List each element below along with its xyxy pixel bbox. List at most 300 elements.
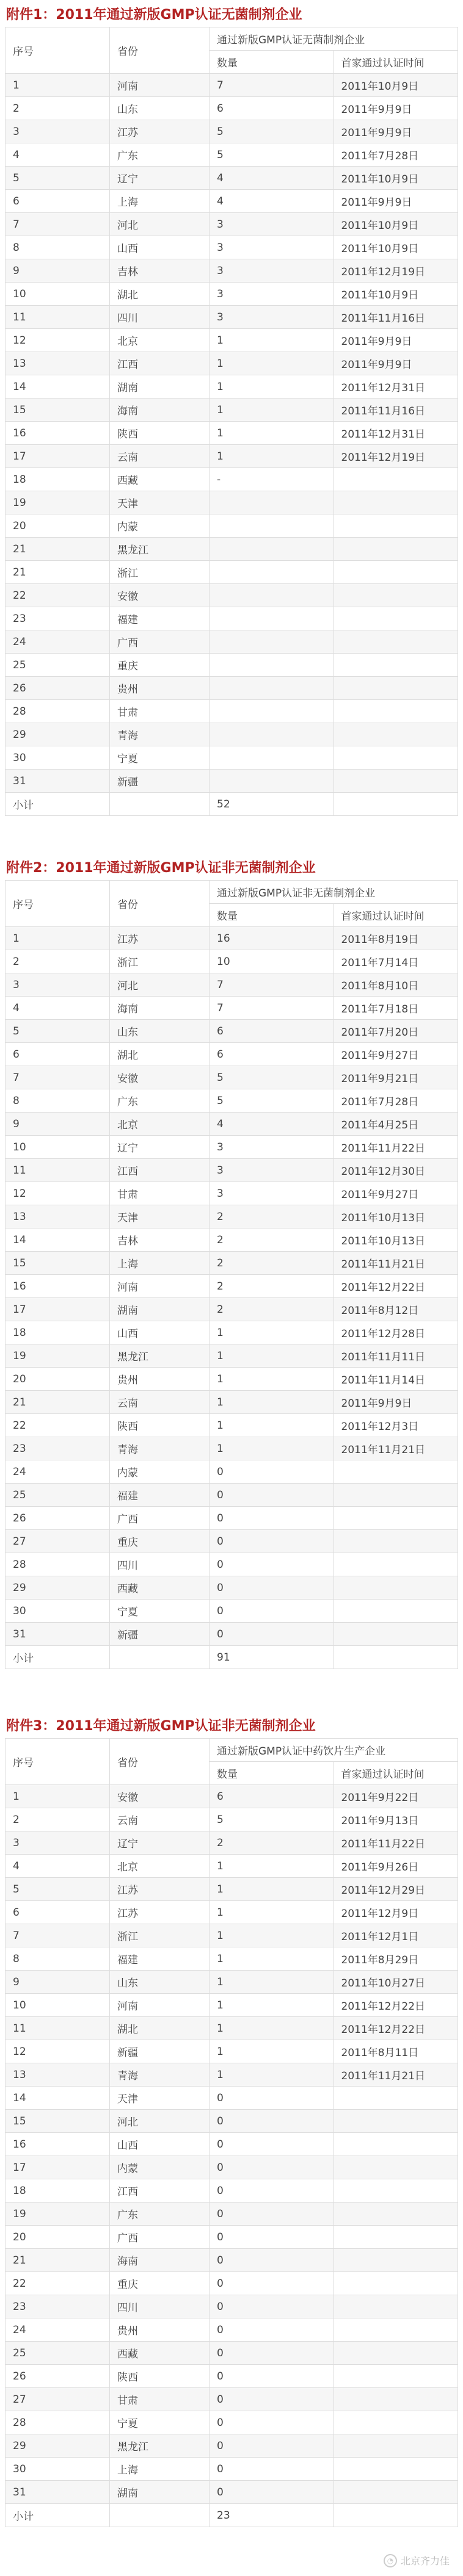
date-cell: 2011年10月9日 [334,213,458,236]
table-row [5,2133,458,2156]
province-cell: 新疆 [110,2040,210,2063]
count-cell: 0 [210,1623,334,1646]
attachment-3-table [5,1738,458,2527]
count-header: 数量 [210,904,334,927]
province-cell: 河北 [110,973,210,997]
province-cell: 贵州 [110,2318,210,2342]
date-cell: 2011年12月19日 [334,259,458,283]
count-cell: 1 [210,2017,334,2040]
date-cell: 2011年7月28日 [334,1089,458,1113]
province-cell: 湖南 [110,375,210,399]
date-cell: 2011年9月9日 [334,329,458,352]
seq-cell: 29 [5,2434,110,2458]
count-cell: 1 [210,1971,334,1994]
table-row [5,1252,458,1275]
table-row [5,1066,458,1089]
province-cell: 青海 [110,1437,210,1460]
table-row [5,584,458,607]
count-cell: 0 [210,2458,334,2481]
seq-cell: 22 [5,584,110,607]
count-cell: 1 [210,1947,334,1971]
seq-cell: 31 [5,1623,110,1646]
date-cell [334,1576,458,1600]
province-cell: 内蒙 [110,1460,210,1484]
count-cell: 4 [210,190,334,213]
count-cell: 1 [210,1924,334,1947]
table-row [5,190,458,213]
count-cell: 3 [210,1136,334,1159]
count-cell: 5 [210,1089,334,1113]
count-cell: 5 [210,1066,334,1089]
province-cell: 黑龙江 [110,1344,210,1368]
attachment-2-table [5,880,458,1669]
table-row [5,2458,458,2481]
count-cell: 0 [210,2342,334,2365]
seq-cell: 2 [5,97,110,120]
table-row [5,654,458,677]
table-row [5,2411,458,2434]
seq-cell: 25 [5,1484,110,1507]
seq-cell: 22 [5,1414,110,1437]
table-row [5,1994,458,2017]
count-cell: 0 [210,2411,334,2434]
seq-cell: 26 [5,2365,110,2388]
header-row [5,1739,458,1762]
table-row [5,997,458,1020]
date-cell [334,1507,458,1530]
date-cell: 2011年7月28日 [334,143,458,167]
count-cell: 0 [210,2203,334,2226]
count-cell: 0 [210,2249,334,2272]
table-row [5,2017,458,2040]
province-cell: 辽宁 [110,1831,210,1855]
date-cell: 2011年12月1日 [334,1924,458,1947]
count-cell: 2 [210,1298,334,1321]
date-cell: 2011年8月29日 [334,1947,458,1971]
province-cell: 山西 [110,2133,210,2156]
seq-cell: 7 [5,213,110,236]
date-cell: 2011年11月14日 [334,1368,458,1391]
province-cell: 天津 [110,1205,210,1228]
table-row [5,1391,458,1414]
table-row [5,143,458,167]
count-cell: 0 [210,2087,334,2110]
count-cell: 3 [210,283,334,306]
date-cell [334,2365,458,2388]
province-cell: 江西 [110,2179,210,2203]
seq-cell: 11 [5,1159,110,1182]
table-row [5,2318,458,2342]
count-cell [210,630,334,654]
seq-cell: 30 [5,2458,110,2481]
table-row [5,1298,458,1321]
province-cell: 湖北 [110,2017,210,2040]
subtotal-empty [334,1646,458,1669]
province-cell: 浙江 [110,561,210,584]
seq-cell: 18 [5,468,110,491]
table-row [5,2295,458,2318]
province-cell: 重庆 [110,1530,210,1553]
province-cell: 海南 [110,2249,210,2272]
count-cell: 0 [210,2318,334,2342]
count-cell: 3 [210,1182,334,1205]
date-cell: 2011年11月11日 [334,1344,458,1368]
count-cell: 2 [210,1275,334,1298]
seq-cell: 17 [5,445,110,468]
province-cell: 内蒙 [110,2156,210,2179]
province-cell: 河南 [110,1275,210,1298]
count-cell [210,607,334,630]
count-cell: 1 [210,1391,334,1414]
count-cell: 6 [210,1043,334,1066]
province-cell: 四川 [110,2295,210,2318]
table-row [5,1136,458,1159]
province-cell: 重庆 [110,2272,210,2295]
table-row [5,1437,458,1460]
table-row [5,1020,458,1043]
table-row [5,2110,458,2133]
seq-header: 序号 [5,1739,110,1785]
date-cell [334,468,458,491]
count-cell: 0 [210,2226,334,2249]
subtotal-empty [334,2504,458,2527]
province-cell: 山西 [110,236,210,259]
table-row [5,746,458,770]
date-cell [334,770,458,793]
date-cell: 2011年10月27日 [334,1971,458,1994]
date-cell: 2011年12月19日 [334,445,458,468]
count-cell: 1 [210,1855,334,1878]
count-cell: 0 [210,2481,334,2504]
seq-cell: 3 [5,120,110,143]
date-header: 首家通过认证时间 [334,51,458,74]
count-cell: 1 [210,1368,334,1391]
count-cell: 6 [210,97,334,120]
table-row [5,2365,458,2388]
count-cell: 2 [210,1205,334,1228]
date-cell [334,2295,458,2318]
date-cell: 2011年8月11日 [334,2040,458,2063]
table-row [5,1971,458,1994]
table-row [5,514,458,538]
table-row [5,491,458,514]
table-row [5,2272,458,2295]
table-row [5,677,458,700]
table-row [5,1182,458,1205]
count-cell: 1 [210,329,334,352]
date-cell [334,491,458,514]
date-cell: 2011年12月31日 [334,422,458,445]
table-row [5,2226,458,2249]
table-row [5,538,458,561]
count-cell: 1 [210,1321,334,1344]
province-cell: 黑龙江 [110,2434,210,2458]
seq-cell: 15 [5,2110,110,2133]
seq-cell: 27 [5,1530,110,1553]
province-cell: 江苏 [110,1878,210,1901]
table-row [5,1924,458,1947]
count-cell: 7 [210,74,334,97]
table-row [5,2249,458,2272]
seq-header: 序号 [5,27,110,74]
seq-cell: 16 [5,422,110,445]
subtotal-label: 小计 [5,793,110,816]
date-cell [334,700,458,723]
date-cell: 2011年9月22日 [334,1785,458,1808]
count-cell: 2 [210,1831,334,1855]
table-row [5,1159,458,1182]
seq-cell: 20 [5,1368,110,1391]
date-cell [334,2481,458,2504]
seq-cell: 5 [5,1878,110,1901]
province-cell: 西藏 [110,2342,210,2365]
date-cell [334,538,458,561]
count-cell [210,491,334,514]
province-cell: 青海 [110,723,210,746]
province-cell: 新疆 [110,1623,210,1646]
date-cell [334,1530,458,1553]
seq-cell: 1 [5,1785,110,1808]
count-cell: 4 [210,167,334,190]
date-cell: 2011年9月9日 [334,120,458,143]
date-cell [334,561,458,584]
date-cell: 2011年9月27日 [334,1182,458,1205]
province-cell: 江西 [110,1159,210,1182]
seq-cell: 11 [5,306,110,329]
count-cell: 7 [210,973,334,997]
count-cell: 1 [210,1878,334,1901]
seq-cell: 13 [5,1205,110,1228]
group-header: 通过新版GMP认证中药饮片生产企业 [210,1739,458,1762]
date-cell [334,2156,458,2179]
seq-cell: 25 [5,654,110,677]
seq-cell: 3 [5,1831,110,1855]
subtotal-empty [334,793,458,816]
province-cell: 浙江 [110,1924,210,1947]
table-row [5,352,458,375]
table-row [5,2434,458,2458]
seq-cell: 21 [5,1391,110,1414]
date-cell: 2011年10月9日 [334,236,458,259]
province-cell: 湖北 [110,1043,210,1066]
date-cell: 2011年12月28日 [334,1321,458,1344]
province-cell: 西藏 [110,468,210,491]
subtotal-value: 91 [210,1646,334,1669]
date-cell: 2011年8月12日 [334,1298,458,1321]
date-cell: 2011年9月9日 [334,352,458,375]
subtotal-row [5,793,458,816]
seq-cell: 20 [5,514,110,538]
province-cell: 海南 [110,399,210,422]
attachment-3-title: 附件3：2011年通过新版GMP认证非无菌制剂企业 [6,1719,316,1734]
table-row [5,422,458,445]
seq-cell: 9 [5,1971,110,1994]
province-cell: 江苏 [110,1901,210,1924]
province-cell: 北京 [110,1855,210,1878]
date-cell [334,1460,458,1484]
seq-cell: 10 [5,283,110,306]
table-row [5,1878,458,1901]
table-row [5,1855,458,1878]
seq-cell: 12 [5,1182,110,1205]
count-cell [210,561,334,584]
date-cell: 2011年11月21日 [334,1437,458,1460]
table-row [5,1785,458,1808]
seq-cell: 25 [5,2342,110,2365]
attachment-1-section [5,4,458,816]
count-cell: 16 [210,927,334,950]
seq-cell: 28 [5,700,110,723]
count-cell [210,584,334,607]
date-cell [334,2110,458,2133]
province-cell: 青海 [110,2063,210,2087]
table-row [5,167,458,190]
attachment-3-section [5,1715,458,2527]
seq-cell: 12 [5,2040,110,2063]
seq-cell: 27 [5,2388,110,2411]
date-cell: 2011年12月22日 [334,1994,458,2017]
province-cell: 安徽 [110,1066,210,1089]
province-cell: 宁夏 [110,746,210,770]
seq-cell: 19 [5,1344,110,1368]
date-cell [334,2133,458,2156]
subtotal-empty [110,2504,210,2527]
count-cell: 5 [210,143,334,167]
date-cell [334,677,458,700]
date-cell [334,2203,458,2226]
count-cell [210,654,334,677]
seq-header: 序号 [5,881,110,927]
count-cell: 0 [210,1553,334,1576]
seq-cell: 7 [5,1066,110,1089]
table-row [5,2087,458,2110]
date-cell: 2011年4月25日 [334,1113,458,1136]
seq-cell: 14 [5,1228,110,1252]
table-row [5,74,458,97]
seq-cell: 21 [5,2249,110,2272]
table-row [5,770,458,793]
seq-cell: 28 [5,2411,110,2434]
province-cell: 江苏 [110,927,210,950]
seq-cell: 15 [5,399,110,422]
province-cell: 黑龙江 [110,538,210,561]
table-row [5,1113,458,1136]
count-cell: 1 [210,352,334,375]
count-cell: 0 [210,2179,334,2203]
table-row [5,630,458,654]
seq-cell: 15 [5,1252,110,1275]
table-row [5,2203,458,2226]
count-cell: 3 [210,1159,334,1182]
table-row [5,2481,458,2504]
province-cell: 福建 [110,1947,210,1971]
seq-cell: 8 [5,236,110,259]
date-cell: 2011年9月21日 [334,1066,458,1089]
count-cell: 0 [210,2388,334,2411]
count-cell: 10 [210,950,334,973]
date-cell [334,2458,458,2481]
province-header: 省份 [110,1739,210,1785]
province-cell: 山东 [110,1971,210,1994]
table-row [5,2063,458,2087]
table-row [5,445,458,468]
date-cell: 2011年11月22日 [334,1831,458,1855]
seq-cell: 30 [5,1600,110,1623]
count-cell: 2 [210,1228,334,1252]
count-cell: 1 [210,1344,334,1368]
count-cell: 0 [210,2272,334,2295]
province-cell: 江西 [110,352,210,375]
province-cell: 贵州 [110,677,210,700]
date-cell: 2011年7月14日 [334,950,458,973]
table-row [5,950,458,973]
table-row [5,2342,458,2365]
province-cell: 山东 [110,1020,210,1043]
subtotal-empty [110,1646,210,1669]
count-cell: 7 [210,997,334,1020]
count-cell [210,746,334,770]
subtotal-row [5,2504,458,2527]
count-cell [210,770,334,793]
seq-cell: 30 [5,746,110,770]
province-cell: 海南 [110,997,210,1020]
seq-cell: 10 [5,1994,110,2017]
date-cell [334,2388,458,2411]
date-header: 首家通过认证时间 [334,904,458,927]
count-cell: 0 [210,2156,334,2179]
count-cell: 1 [210,399,334,422]
province-cell: 山东 [110,97,210,120]
table-row [5,2040,458,2063]
province-cell: 辽宁 [110,1136,210,1159]
count-cell: 0 [210,2133,334,2156]
table-row [5,1576,458,1600]
count-cell: 1 [210,1437,334,1460]
date-cell [334,2179,458,2203]
table-row [5,213,458,236]
seq-cell: 9 [5,259,110,283]
seq-cell: 11 [5,2017,110,2040]
province-cell: 福建 [110,607,210,630]
date-cell [334,654,458,677]
date-cell [334,1600,458,1623]
table-row [5,120,458,143]
count-cell: 1 [210,2040,334,2063]
province-cell: 北京 [110,329,210,352]
table-row [5,607,458,630]
date-cell [334,746,458,770]
table-row [5,1901,458,1924]
count-cell [210,723,334,746]
count-cell: 3 [210,213,334,236]
date-cell: 2011年10月9日 [334,283,458,306]
date-cell: 2011年9月9日 [334,97,458,120]
date-cell: 2011年11月22日 [334,1136,458,1159]
date-cell [334,2434,458,2458]
count-cell: 1 [210,1994,334,2017]
province-cell: 湖北 [110,283,210,306]
count-cell: 2 [210,1252,334,1275]
province-header: 省份 [110,881,210,927]
date-cell [334,2087,458,2110]
table-row [5,1507,458,1530]
count-cell: 0 [210,2434,334,2458]
count-cell: 3 [210,259,334,283]
count-cell: - [210,468,334,491]
count-header: 数量 [210,1762,334,1785]
province-cell: 广西 [110,2226,210,2249]
province-cell: 陕西 [110,422,210,445]
